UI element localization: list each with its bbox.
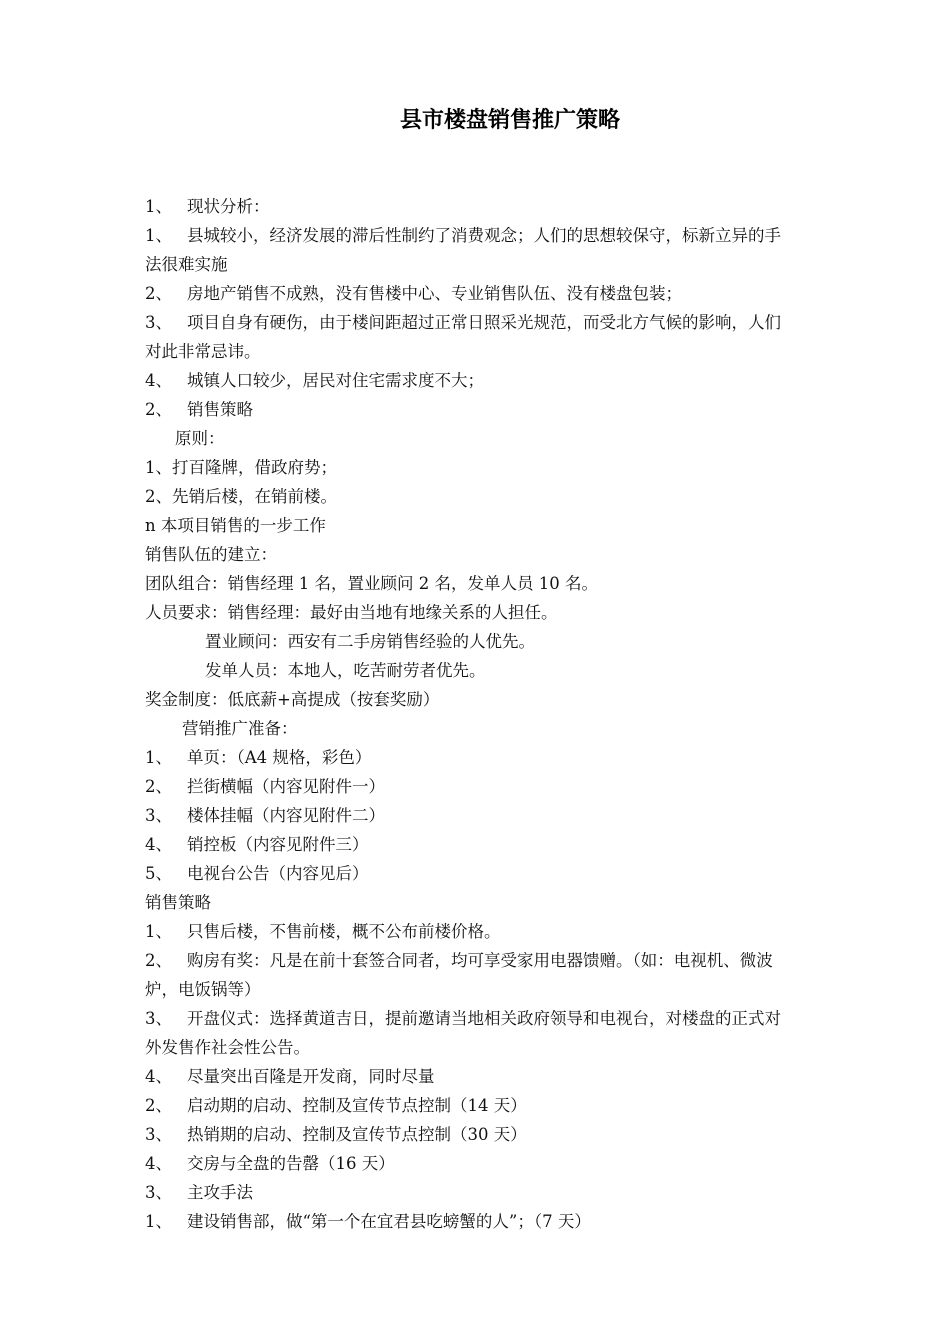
line-text: 销售策略 [145, 893, 211, 912]
line-number: 1、 [145, 922, 172, 941]
document-line [145, 366, 880, 395]
line-text: 销控板（内容见附件三） [187, 835, 369, 854]
document-line [145, 1091, 880, 1120]
line-text: 法很难实施 [145, 255, 228, 274]
line-text: 2、先销后楼，在销前楼。 [145, 487, 337, 506]
line-number: 1、 [145, 1212, 172, 1231]
document-line [145, 1033, 880, 1062]
document-line [145, 888, 880, 917]
document-line [145, 1062, 880, 1091]
document-line [145, 482, 880, 511]
document-line [145, 772, 880, 801]
document-line [145, 453, 880, 482]
document-line [145, 1178, 880, 1207]
line-number: 1、 [145, 226, 172, 245]
line-text: 城镇人口较少，居民对住宅需求度不大； [187, 371, 484, 390]
line-number: 3、 [145, 313, 172, 332]
line-text: 主攻手法 [187, 1183, 253, 1202]
document-line [145, 337, 880, 366]
line-number: 2、 [145, 400, 172, 419]
line-text: 房地产销售不成熟，没有售楼中心、专业销售队伍、没有楼盘包装； [187, 284, 682, 303]
document-line [145, 511, 880, 540]
document-line [145, 946, 880, 975]
document-line [145, 250, 880, 279]
line-text: 尽量突出百隆是开发商，同时尽量 [187, 1067, 435, 1086]
line-number: 4、 [145, 371, 172, 390]
line-text: 1、打百隆牌，借政府势； [145, 458, 337, 477]
line-number: 1、 [145, 197, 172, 216]
line-text: 团队组合：销售经理 1 名，置业顾问 2 名，发单人员 10 名。 [145, 574, 598, 593]
document-line [145, 917, 880, 946]
document-line [145, 569, 880, 598]
line-number: 5、 [145, 864, 172, 883]
line-number: 4、 [145, 1067, 172, 1086]
line-number: 1、 [145, 748, 172, 767]
line-text: 单页：（A4 规格，彩色） [187, 748, 372, 767]
line-number: 4、 [145, 1154, 172, 1173]
line-number: 3、 [145, 1183, 172, 1202]
line-number: 2、 [145, 951, 172, 970]
document-line [145, 395, 880, 424]
line-text: 销售策略 [187, 400, 253, 419]
line-text: 购房有奖：凡是在前十套签合同者，均可享受家用电器馈赠。（如：电视机、微波 [187, 951, 773, 970]
line-text: 县城较小，经济发展的滞后性制约了消费观念；人们的思想较保守，标新立异的手 [187, 226, 781, 245]
line-text: 炉，电饭锅等） [145, 980, 261, 999]
line-number: 4、 [145, 835, 172, 854]
line-number: 2、 [145, 777, 172, 796]
line-number: 3、 [145, 806, 172, 825]
line-text: 销售队伍的建立： [145, 545, 277, 564]
document-line [145, 1207, 880, 1236]
document-line [145, 308, 880, 337]
line-text: 发单人员：本地人，吃苦耐劳者优先。 [205, 661, 486, 680]
document-line [145, 743, 880, 772]
line-text: 电视台公告（内容见后） [187, 864, 369, 883]
line-text: 奖金制度：低底薪+高提成（按套奖励） [145, 690, 440, 709]
document-line [145, 656, 880, 685]
document-line [145, 424, 880, 453]
document-line [145, 975, 880, 1004]
line-text: 置业顾问：西安有二手房销售经验的人优先。 [205, 632, 535, 651]
line-text: 启动期的启动、控制及宣传节点控制（14 天） [187, 1096, 527, 1115]
document-line [145, 830, 880, 859]
line-number: 3、 [145, 1125, 172, 1144]
line-text: 拦街横幅（内容见附件一） [187, 777, 385, 796]
line-text: 对此非常忌讳。 [145, 342, 261, 361]
document-line [145, 627, 880, 656]
document-line [145, 1149, 880, 1178]
document-line [145, 1120, 880, 1149]
document-line [145, 685, 880, 714]
line-number: 2、 [145, 1096, 172, 1115]
document-body [145, 192, 880, 1236]
document-line [145, 598, 880, 627]
line-text: 楼体挂幅（内容见附件二） [187, 806, 385, 825]
document-line [145, 714, 880, 743]
line-text: 原则： [175, 429, 225, 448]
line-text: 只售后楼，不售前楼，概不公布前楼价格。 [187, 922, 501, 941]
document-line [145, 801, 880, 830]
line-text: 营销推广准备： [182, 719, 298, 738]
document-line [145, 192, 880, 221]
line-text: 项目自身有硬伤，由于楼间距超过正常日照采光规范，而受北方气候的影响，人们 [187, 313, 781, 332]
line-text: 建设销售部，做“第一个在宜君县吃螃蟹的人”；（7 天） [187, 1212, 591, 1231]
line-text: 现状分析： [187, 197, 270, 216]
line-text: 开盘仪式：选择黄道吉日，提前邀请当地相关政府领导和电视台，对楼盘的正式对 [187, 1009, 781, 1028]
document-line [145, 859, 880, 888]
line-text: 热销期的启动、控制及宣传节点控制（30 天） [187, 1125, 527, 1144]
document-title: 县市楼盘销售推广策略 [399, 108, 620, 133]
line-text: 外发售作社会性公告。 [145, 1038, 310, 1057]
line-number: 2、 [145, 284, 172, 303]
document-line [145, 540, 880, 569]
line-text: n 本项目销售的一步工作 [145, 516, 326, 535]
line-text: 交房与全盘的告罄（16 天） [187, 1154, 395, 1173]
line-text: 人员要求：销售经理：最好由当地有地缘关系的人担任。 [145, 603, 558, 622]
line-number: 3、 [145, 1009, 172, 1028]
document-line [145, 221, 880, 250]
document-line [145, 279, 880, 308]
document-line [145, 1004, 880, 1033]
